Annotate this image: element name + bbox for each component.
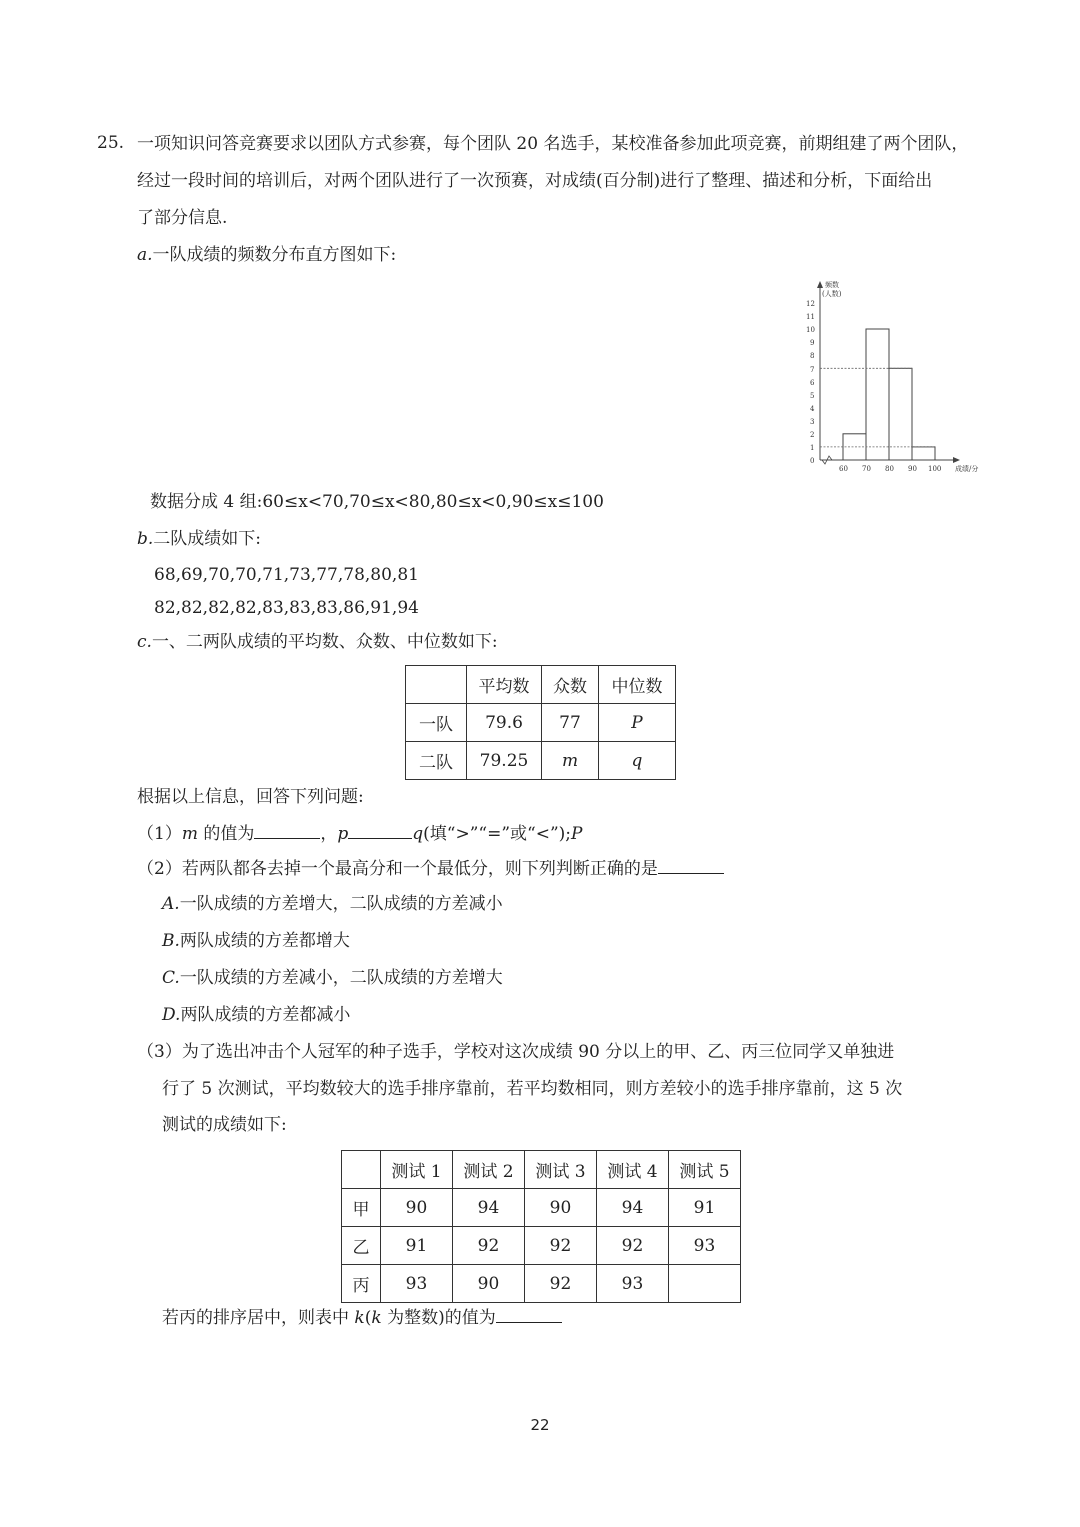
team2-scores-row-1: 68,69,70,70,71,73,77,78,80,81 [154, 565, 419, 585]
svg-text:90: 90 [908, 465, 917, 473]
test-table-row: 乙 91 92 92 92 93 [342, 1227, 741, 1265]
option-b: B.两队成绩的方差都增大 [162, 931, 350, 951]
answer-blank-m[interactable] [254, 822, 320, 839]
answer-intro: 根据以上信息，回答下列问题: [137, 787, 364, 807]
answer-blank-compare[interactable] [348, 822, 412, 839]
sub-question-3-line-3: 测试的成绩如下: [162, 1115, 287, 1135]
histogram-bar [866, 329, 889, 460]
stats-table-row: 一队 79.6 77 P [406, 704, 676, 742]
svg-text:11: 11 [806, 313, 815, 321]
test-table-header: 测试 1 测试 2 测试 3 测试 4 测试 5 [342, 1151, 741, 1189]
sub-question-3-line-2: 行了 5 次测试，平均数较大的选手排序靠前，若平均数相同，则方差较小的选手排序靠前，这 5 次 [162, 1079, 903, 1099]
test-scores-table [341, 1150, 741, 1303]
part-a [137, 244, 396, 266]
svg-text:1: 1 [810, 444, 815, 452]
svg-text:6: 6 [810, 379, 815, 387]
histogram-bar [912, 447, 935, 460]
option-c: C.一队成绩的方差减小，二队成绩的方差增大 [162, 968, 503, 988]
histogram-bars [843, 329, 935, 460]
svg-text:10: 10 [806, 326, 815, 334]
stats-table-row: 二队 79.25 m q [406, 742, 676, 780]
histogram-chart [795, 275, 990, 475]
y-axis-label-2: (人数) [822, 290, 842, 298]
option-d: D.两队成绩的方差都减小 [162, 1005, 351, 1025]
question-number: 25. [97, 133, 125, 153]
svg-text:80: 80 [885, 465, 894, 473]
option-a: A.一队成绩的方差增大，二队成绩的方差减小 [162, 894, 503, 914]
svg-text:4: 4 [810, 405, 815, 413]
svg-text:60: 60 [839, 465, 848, 473]
page-number: 22 [530, 1416, 550, 1434]
histogram-bar [889, 368, 912, 460]
part-c [137, 631, 498, 653]
svg-text:3: 3 [810, 418, 815, 426]
y-axis-label-1: 频数 [825, 281, 839, 289]
x-tick-labels [839, 465, 941, 473]
groups-description: 数据分成 4 组:60≤x<70,70≤x<80,80≤x<0,90≤x≤100 [150, 492, 604, 512]
test-table-row: 甲 90 94 90 94 91 [342, 1189, 741, 1227]
sub-question-3-line-1: （3）为了选出冲击个人冠军的种子选手，学校对这次成绩 90 分以上的甲、乙、丙三位同学又单独进 [137, 1042, 895, 1062]
intro-line-3: 了部分信息. [137, 208, 228, 228]
sub-question-1: （1）m 的值为 ，p q(填“>”“=”或“<”);P [137, 824, 583, 844]
unknown-k-cell [669, 1265, 741, 1303]
sub-question-2: （2）若两队都各去掉一个最高分和一个最低分，则下列判断正确的是 [137, 857, 724, 880]
svg-text:7: 7 [810, 366, 815, 374]
part-c-label: c. [137, 632, 152, 652]
svg-text:9: 9 [810, 339, 815, 347]
stats-table-header: 平均数 众数 中位数 [406, 666, 676, 704]
team2-scores-row-2: 82,82,82,82,83,83,83,86,91,94 [154, 598, 419, 618]
x-axis-label: 成绩/分 [955, 465, 979, 473]
intro-line-1: 一项知识问答竞赛要求以团队方式参赛，每个团队 20 名选手，某校准备参加此项竞赛，前期组建了两个团队， [137, 134, 969, 154]
intro-line-2: 经过一段时间的培训后，对两个团队进行了一次预赛，对成绩(百分制)进行了整理、描述和分析，下面给出 [137, 171, 933, 191]
svg-text:5: 5 [810, 392, 815, 400]
stats-table [405, 665, 676, 780]
y-tick-labels [806, 300, 815, 465]
part-b-text: 二队成绩如下: [153, 529, 262, 549]
part-c-text: 一、二两队成绩的平均数、众数、中位数如下: [151, 632, 498, 652]
svg-text:100: 100 [928, 465, 942, 473]
answer-blank-k[interactable] [496, 1306, 562, 1323]
answer-blank-q2[interactable] [658, 857, 724, 874]
part-a-label: a. [137, 245, 153, 265]
test-table-row: 丙 93 90 92 93 [342, 1265, 741, 1303]
sub-question-3-final: 若丙的排序居中，则表中 k(k 为整数)的值为 [162, 1306, 562, 1329]
part-a-text: 一队成绩的频数分布直方图如下: [152, 245, 397, 265]
svg-text:70: 70 [862, 465, 871, 473]
svg-text:2: 2 [810, 431, 815, 439]
svg-text:8: 8 [810, 352, 815, 360]
part-b [137, 528, 261, 550]
svg-text:0: 0 [810, 457, 815, 465]
part-b-label: b. [137, 529, 154, 549]
svg-text:12: 12 [806, 300, 815, 308]
